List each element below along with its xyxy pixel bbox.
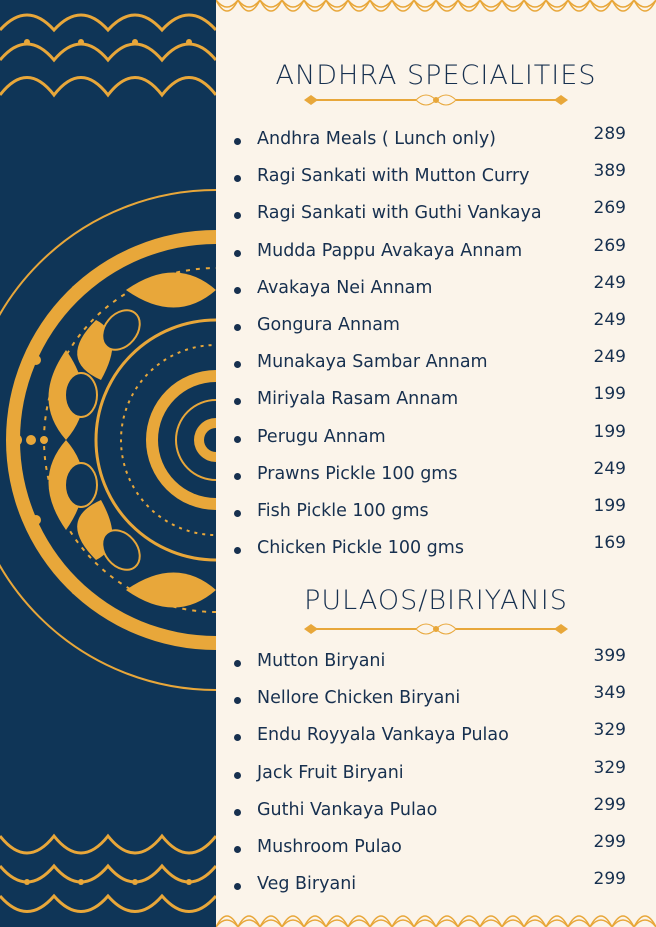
menu-item [216,794,656,836]
item-name: Mudda Pappu Avakaya Annam [257,240,523,261]
item-price: 199 [593,384,626,405]
menu-item [216,309,656,351]
item-name: Mutton Biryani [257,651,386,671]
bullet-icon [234,250,241,257]
item-price: 389 [593,161,626,182]
item-price: 249 [593,458,626,479]
section-title-andhra-specialities: ANDHRA SPECIALITIES [275,60,597,91]
pulaos-biriyanis-list [216,646,656,910]
item-price: 269 [593,235,626,256]
menu-item [216,384,656,425]
bullet-icon [234,547,241,554]
item-name: Guthi Vankaya Pulao [257,799,438,820]
item-name: Andhra Meals ( Lunch only) [257,129,497,149]
item-price: 329 [593,757,626,778]
mandala-ornament-icon [0,0,216,927]
menu-item [216,272,656,314]
ornamental-divider-icon [216,88,656,112]
menu-item [216,646,656,687]
bullet-icon [234,660,241,667]
bullet-icon [234,809,241,816]
bullet-icon [234,473,241,480]
menu-item [216,124,656,165]
bullet-icon [234,138,241,145]
bottom-arch-border-icon [216,897,656,927]
item-price: 299 [593,794,626,815]
bullet-icon [234,398,241,405]
menu-item [216,161,656,202]
item-price: 199 [593,421,626,442]
menu-item [216,347,656,388]
ornamental-divider-icon [216,617,656,641]
menu-item [216,683,656,724]
item-price: 249 [593,347,626,368]
item-name: Chicken Pickle 100 gms [257,538,464,559]
menu-item [216,421,656,463]
item-price: 199 [593,495,626,516]
item-price: 169 [593,533,626,554]
bullet-icon [234,734,241,741]
menu-item [216,495,656,537]
bullet-icon [234,697,241,704]
bullet-icon [234,212,241,219]
bullet-icon [234,175,241,182]
item-name: Prawns Pickle 100 gms [257,463,458,484]
bullet-icon [234,361,241,368]
item-name: Perugu Annam [257,426,386,447]
item-name: Jack Fruit Biryani [257,762,404,783]
item-name: Nellore Chicken Biryani [257,688,461,709]
menu-item [216,235,656,277]
item-price: 249 [593,272,626,293]
item-price: 289 [593,124,626,144]
item-price: 299 [593,831,626,852]
mandala-panel [0,0,216,927]
item-name: Veg Biryani [257,874,357,895]
item-name: Fish Pickle 100 gms [257,500,429,521]
item-price: 269 [593,198,626,219]
item-price: 399 [593,646,626,666]
item-name: Miriyala Rasam Annam [257,389,459,410]
bullet-icon [234,436,241,443]
bullet-icon [234,772,241,779]
andhra-specialities-list [216,124,656,574]
bullet-icon [234,287,241,294]
item-price: 249 [593,309,626,330]
item-name: Avakaya Nei Annam [257,277,433,298]
bullet-icon [234,510,241,517]
menu-item [216,831,656,873]
bullet-icon [234,883,241,890]
item-name: Ragi Sankati with Mutton Curry [257,166,530,187]
menu-item [216,533,656,574]
item-price: 299 [593,869,626,890]
menu-item [216,720,656,761]
top-arch-border-icon [216,0,656,30]
bullet-icon [234,846,241,853]
item-name: Munakaya Sambar Annam [257,352,488,373]
item-price: 329 [593,720,626,741]
menu-item [216,458,656,500]
menu-panel [216,0,656,927]
item-name: Ragi Sankati with Guthi Vankaya [257,203,542,224]
item-price: 349 [593,683,626,704]
menu-item [216,757,656,799]
item-name: Mushroom Pulao [257,836,402,857]
menu-item [216,198,656,239]
bullet-icon [234,324,241,331]
item-name: Endu Royyala Vankaya Pulao [257,725,509,746]
item-name: Gongura Annam [257,314,400,335]
section-title-pulaos-biriyanis: PULAOS/BIRIYANIS [304,585,568,616]
